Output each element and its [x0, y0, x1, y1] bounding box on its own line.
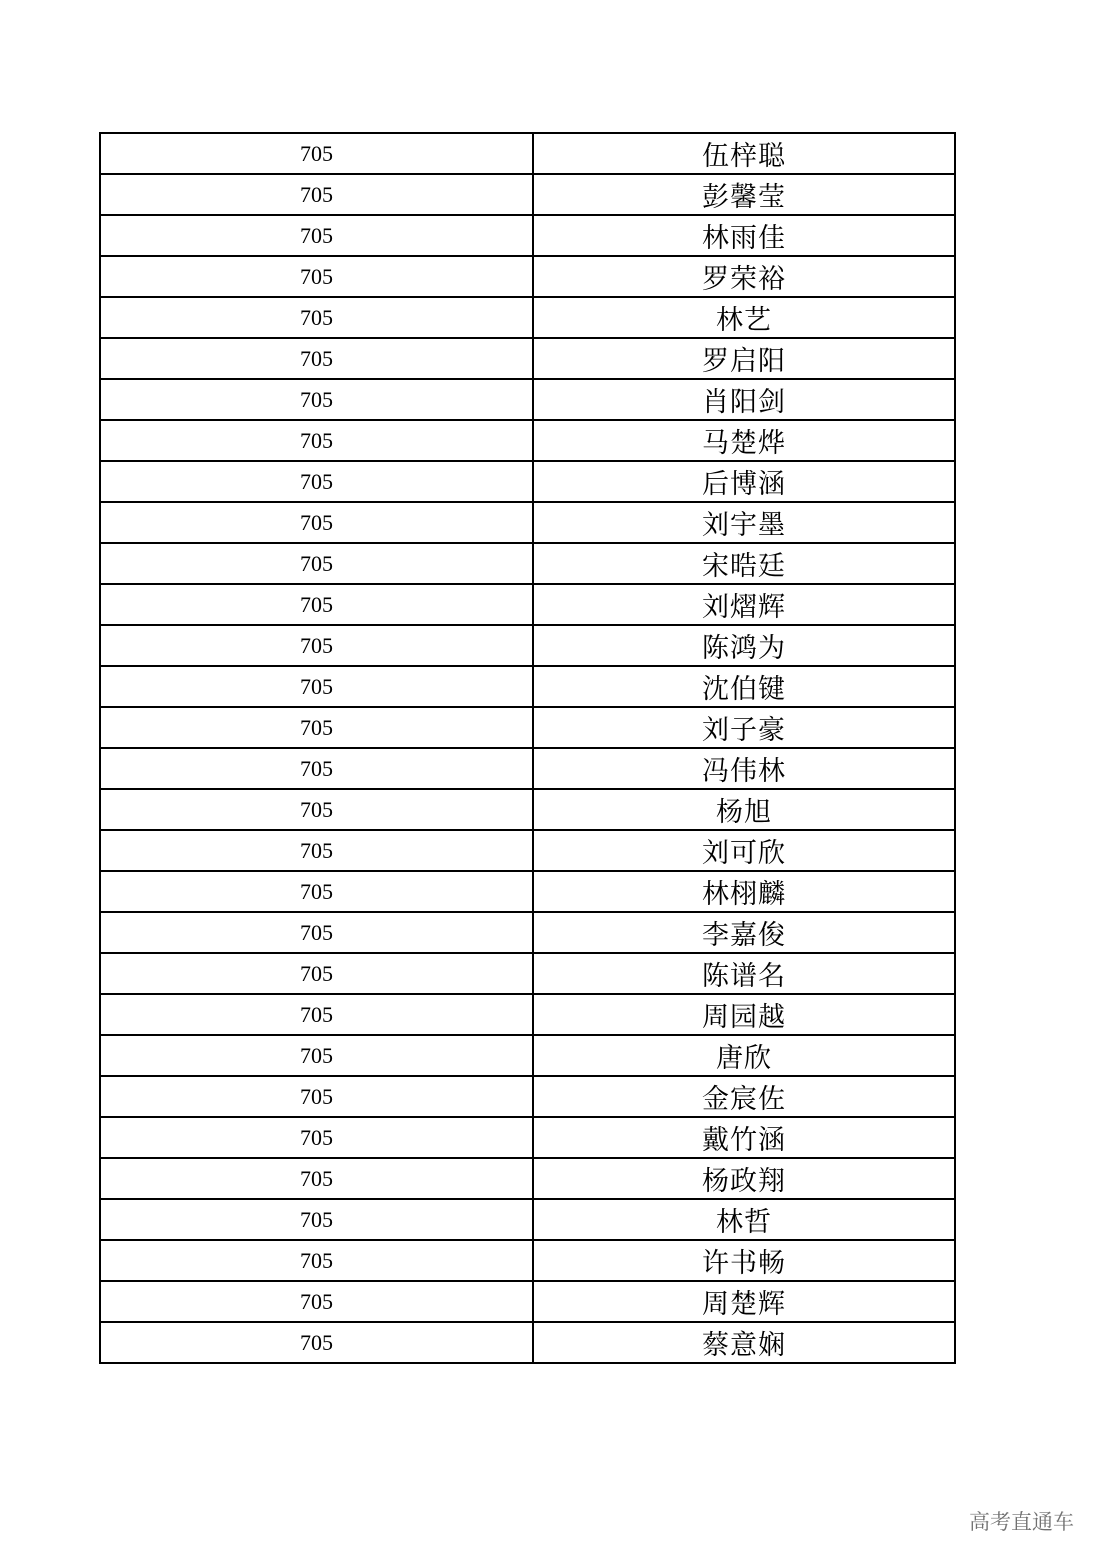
name-cell: 许书畅 [533, 1240, 955, 1281]
score-cell: 705 [100, 174, 533, 215]
table-row [100, 174, 955, 215]
score-cell: 705 [100, 461, 533, 502]
score-cell: 705 [100, 953, 533, 994]
name-cell: 刘宇墨 [533, 502, 955, 543]
table-row [100, 1322, 955, 1363]
table-row [100, 584, 955, 625]
score-cell: 705 [100, 666, 533, 707]
name-cell: 刘熠辉 [533, 584, 955, 625]
name-cell: 林哲 [533, 1199, 955, 1240]
name-cell: 蔡意娴 [533, 1322, 955, 1363]
table-row [100, 830, 955, 871]
table-row [100, 461, 955, 502]
score-cell: 705 [100, 871, 533, 912]
name-cell: 戴竹涵 [533, 1117, 955, 1158]
table-row [100, 1117, 955, 1158]
name-cell: 林栩麟 [533, 871, 955, 912]
table-row [100, 666, 955, 707]
name-cell: 伍梓聪 [533, 133, 955, 174]
name-cell: 杨旭 [533, 789, 955, 830]
score-cell: 705 [100, 543, 533, 584]
name-cell: 林雨佳 [533, 215, 955, 256]
table-row [100, 748, 955, 789]
table-row [100, 994, 955, 1035]
table-row [100, 1035, 955, 1076]
score-cell: 705 [100, 912, 533, 953]
table-row [100, 789, 955, 830]
score-cell: 705 [100, 1199, 533, 1240]
score-cell: 705 [100, 789, 533, 830]
score-cell: 705 [100, 1158, 533, 1199]
score-cell: 705 [100, 297, 533, 338]
name-cell: 宋晧廷 [533, 543, 955, 584]
name-cell: 陈谱名 [533, 953, 955, 994]
name-cell: 周园越 [533, 994, 955, 1035]
name-cell: 刘可欣 [533, 830, 955, 871]
table-row [100, 953, 955, 994]
score-cell: 705 [100, 994, 533, 1035]
name-cell: 马楚烨 [533, 420, 955, 461]
name-cell: 陈鸿为 [533, 625, 955, 666]
table-row [100, 133, 955, 174]
score-cell: 705 [100, 502, 533, 543]
table-row [100, 912, 955, 953]
name-cell: 李嘉俊 [533, 912, 955, 953]
score-cell: 705 [100, 1076, 533, 1117]
name-cell: 刘子豪 [533, 707, 955, 748]
score-cell: 705 [100, 379, 533, 420]
table-row [100, 543, 955, 584]
score-cell: 705 [100, 584, 533, 625]
table-row [100, 707, 955, 748]
name-cell: 彭馨莹 [533, 174, 955, 215]
table-row [100, 215, 955, 256]
name-cell: 肖阳剑 [533, 379, 955, 420]
name-cell: 冯伟林 [533, 748, 955, 789]
name-cell: 后博涵 [533, 461, 955, 502]
score-cell: 705 [100, 256, 533, 297]
name-cell: 林艺 [533, 297, 955, 338]
score-cell: 705 [100, 1322, 533, 1363]
table-row [100, 871, 955, 912]
score-cell: 705 [100, 215, 533, 256]
watermark-text: 高考直通车 [969, 1510, 1074, 1534]
name-cell: 罗启阳 [533, 338, 955, 379]
name-cell: 罗荣裕 [533, 256, 955, 297]
score-cell: 705 [100, 133, 533, 174]
score-cell: 705 [100, 707, 533, 748]
name-cell: 沈伯键 [533, 666, 955, 707]
score-cell: 705 [100, 1281, 533, 1322]
table-row [100, 625, 955, 666]
table-row [100, 256, 955, 297]
score-cell: 705 [100, 338, 533, 379]
table-row [100, 502, 955, 543]
name-cell: 周楚辉 [533, 1281, 955, 1322]
table-row [100, 379, 955, 420]
name-cell: 金宸佐 [533, 1076, 955, 1117]
name-cell: 杨政翔 [533, 1158, 955, 1199]
score-cell: 705 [100, 1035, 533, 1076]
table-row [100, 338, 955, 379]
score-table-body [100, 133, 955, 1363]
table-row [100, 1076, 955, 1117]
score-table [99, 132, 956, 1364]
score-cell: 705 [100, 748, 533, 789]
score-cell: 705 [100, 830, 533, 871]
table-row [100, 1240, 955, 1281]
score-cell: 705 [100, 625, 533, 666]
table-row [100, 1199, 955, 1240]
table-row [100, 1281, 955, 1322]
score-cell: 705 [100, 1240, 533, 1281]
table-row [100, 1158, 955, 1199]
score-cell: 705 [100, 1117, 533, 1158]
table-row [100, 420, 955, 461]
table-row [100, 297, 955, 338]
name-cell: 唐欣 [533, 1035, 955, 1076]
score-cell: 705 [100, 420, 533, 461]
